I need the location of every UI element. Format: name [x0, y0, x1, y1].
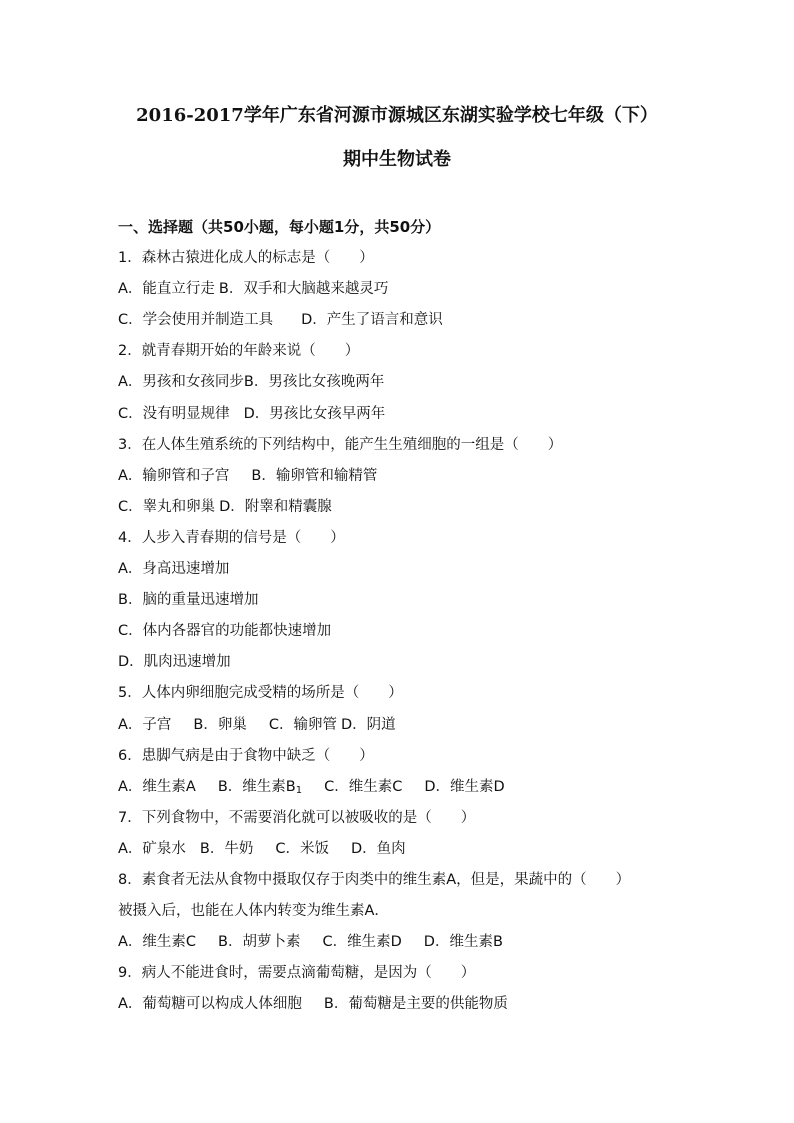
option: [218, 772, 302, 803]
option: A．身高迅速增加: [118, 561, 230, 578]
option: B．卵巢: [193, 716, 247, 733]
option: C．体内各器官的功能都快速增加: [118, 623, 332, 640]
question-stem: 2．就青春期开始的年龄来说（ ）: [118, 343, 360, 360]
section-heading: 一、选择题（共50小题，每小题1分，共50分）: [118, 218, 441, 236]
subscript: 1: [295, 784, 303, 796]
option-row: [118, 772, 718, 803]
option: C．输卵管: [268, 716, 337, 733]
option: C．学会使用并制造工具: [118, 312, 274, 329]
option-row: [118, 989, 718, 1020]
question-stem: 6．患脚气病是由于食物中缺乏（ ）: [118, 747, 374, 764]
question-stem-continued: 被摄入后，也能在人体内转变为维生素A．: [118, 903, 389, 920]
option: D．产生了语言和意识: [301, 312, 443, 329]
exam-title: 2016-2017学年广东省河源市源城区东湖实验学校七年级（下）: [136, 105, 658, 126]
option: A．子宫: [118, 716, 172, 733]
option: B．双手和大脑越来越灵巧: [218, 281, 389, 298]
option-row: [118, 834, 718, 865]
option: D．鱼肉: [351, 840, 406, 857]
option: D．维生素D: [424, 778, 505, 795]
option: D．肌肉迅速增加: [118, 654, 231, 671]
option: D．男孩比女孩早两年: [243, 405, 386, 422]
option: D．阴道: [341, 716, 396, 733]
question-list: [118, 212, 718, 1020]
option-text: B．维生素B: [217, 778, 296, 795]
question-stem: 1．森林古猿进化成人的标志是（ ）: [118, 250, 374, 267]
question-stem: 3．在人体生殖系统的下列结构中，能产生生殖细胞的一组是（ ）: [118, 436, 563, 453]
option: D．维生素B: [423, 934, 503, 951]
option-row: [118, 710, 718, 741]
option: B．胡萝卜素: [218, 934, 301, 951]
option-row: [118, 274, 718, 305]
option: A．矿泉水: [118, 840, 186, 857]
option: A．葡萄糖可以构成人体细胞: [118, 996, 302, 1013]
option: B．男孩比女孩晚两年: [243, 374, 385, 391]
option: A．维生素C: [118, 934, 197, 951]
option-row: [118, 461, 718, 492]
option: D．附睾和精囊腺: [219, 498, 332, 515]
option-row: [118, 399, 718, 430]
question-stem: 5．人体内卵细胞完成受精的场所是（ ）: [118, 685, 403, 702]
option: B．葡萄糖是主要的供能物质: [323, 996, 508, 1013]
option: C．米饭: [275, 840, 329, 857]
option-row: [118, 305, 718, 336]
option: B．输卵管和输精管: [251, 467, 378, 484]
option: A．维生素A: [118, 778, 196, 795]
option: C．维生素D: [322, 934, 402, 951]
option-row: [118, 927, 718, 958]
question-stem: 7．下列食物中，不需要消化就可以被吸收的是（ ）: [118, 809, 476, 826]
option: C．睾丸和卵巢: [118, 498, 216, 515]
option: C．没有明显规律: [118, 405, 230, 422]
option: B．牛奶: [199, 840, 254, 857]
option: C．维生素C: [324, 778, 403, 795]
question-stem: 4．人步入青春期的信号是（ ）: [118, 529, 345, 546]
option: A．输卵管和子宫: [118, 467, 230, 484]
option: A．能直立行走: [118, 281, 215, 298]
option: A．男孩和女孩同步: [118, 374, 244, 391]
question-stem: 8．素食者无法从食物中摄取仅存于肉类中的维生素A，但是，果蔬中的（ ）: [118, 871, 631, 888]
option-row: [118, 492, 718, 523]
question-stem: 9．病人不能进食时，需要点滴葡萄糖，是因为（ ）: [118, 965, 476, 982]
option: B．脑的重量迅速增加: [118, 592, 259, 609]
option-row: [118, 367, 718, 398]
exam-subtitle: 期中生物试卷: [343, 149, 451, 170]
